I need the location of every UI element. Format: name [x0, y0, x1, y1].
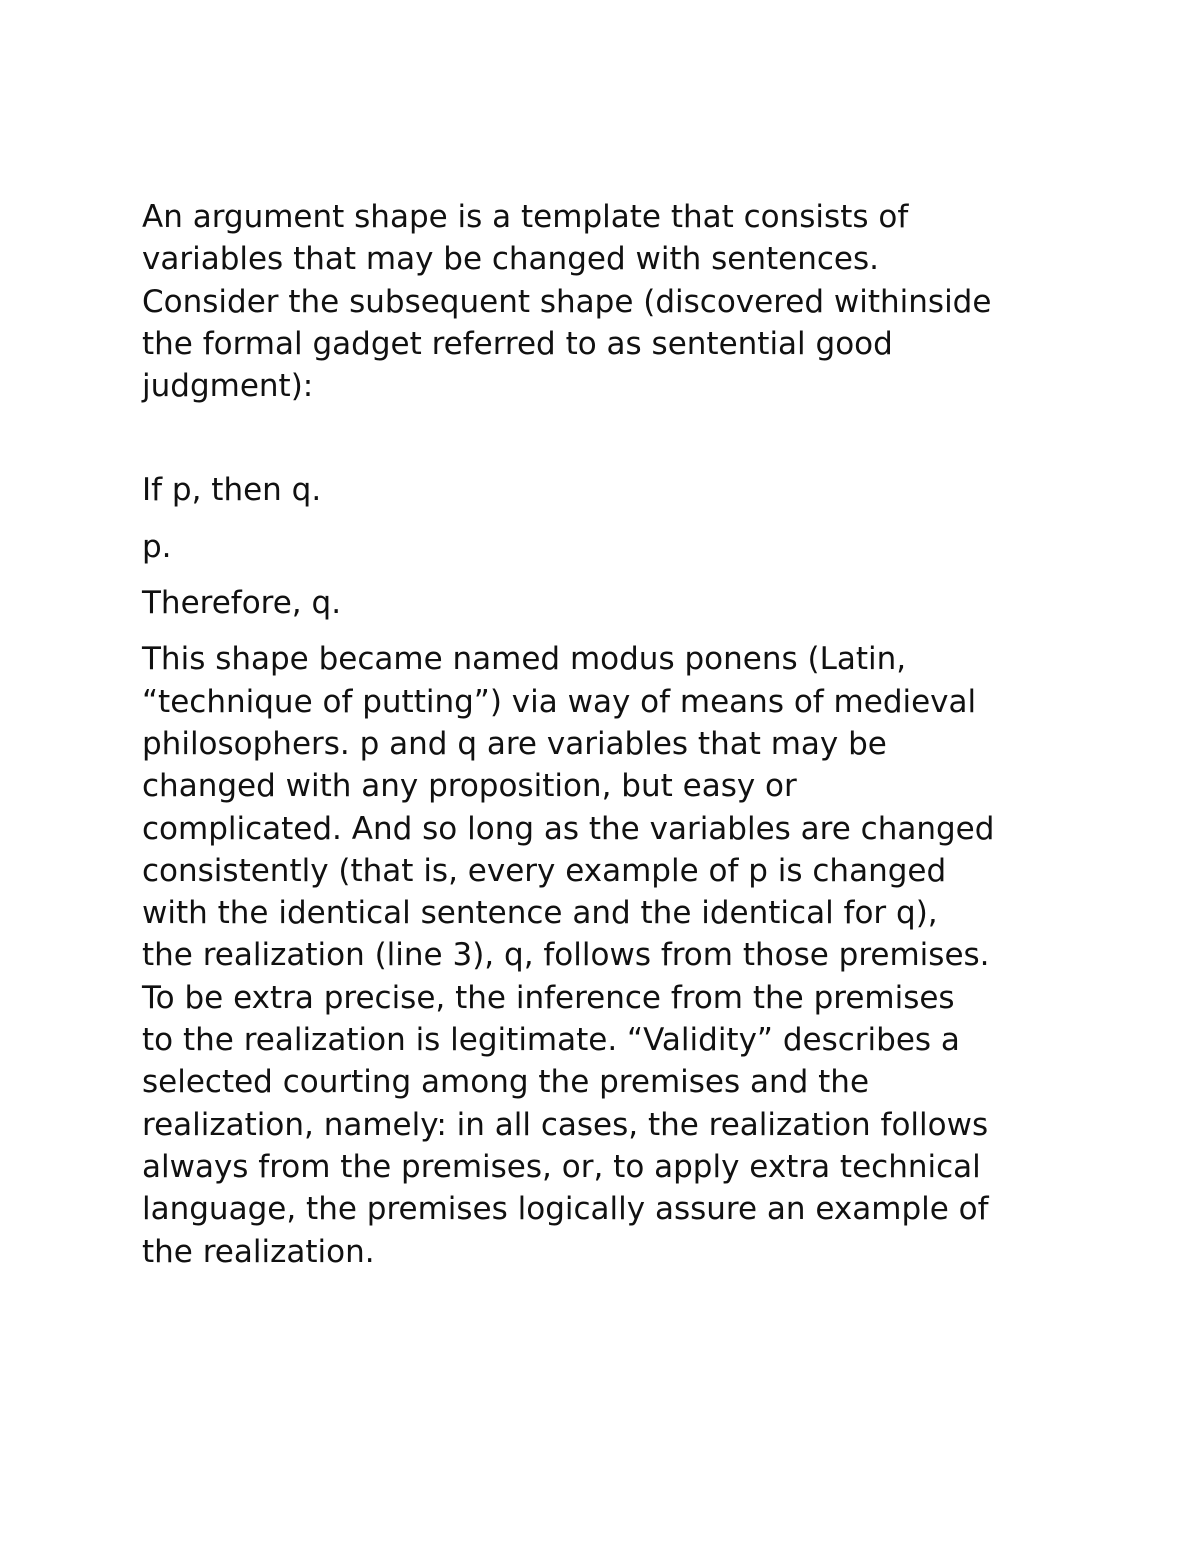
- intro-line: the formal gadget referred to as sentential good: [142, 325, 893, 362]
- body-line: with the identical sentence and the identical for q),: [142, 895, 938, 932]
- argument-form: [142, 469, 1102, 624]
- body-line: language, the premises logically assure an example of: [142, 1191, 989, 1228]
- premise-two: p.: [142, 528, 172, 565]
- body-line: realization, namely: in all cases, the realization follows: [142, 1106, 989, 1143]
- body-line: to the realization is legitimate. “Validity” describes a: [142, 1022, 960, 1059]
- conclusion: Therefore, q.: [142, 585, 342, 622]
- body-line: the realization (line 3), q, follows from those premises.: [142, 937, 990, 974]
- body-line: consistently (that is, every example of p is changed: [142, 852, 947, 889]
- body-line: This shape became named modus ponens (Latin,: [142, 641, 907, 678]
- body-line: complicated. And so long as the variables are changed: [142, 810, 995, 847]
- body-line: “technique of putting”) via way of means of medieval: [142, 683, 977, 720]
- body-line: always from the premises, or, to apply extra technical: [142, 1148, 981, 1185]
- intro-line: variables that may be changed with sentences.: [142, 241, 879, 278]
- intro-line: Consider the subsequent shape (discovered withinside: [142, 283, 992, 320]
- intro-paragraph: [142, 196, 1102, 407]
- body-line: philosophers. p and q are variables that may be: [142, 725, 887, 762]
- body-line: changed with any proposition, but easy or: [142, 768, 797, 805]
- body-line: selected courting among the premises and the: [142, 1064, 870, 1101]
- body-line: the realization.: [142, 1233, 375, 1270]
- intro-line: judgment):: [142, 368, 314, 405]
- document-body: [142, 196, 1102, 1273]
- body-line: To be extra precise, the inference from the premises: [142, 979, 955, 1016]
- intro-line: An argument shape is a template that consists of: [142, 199, 909, 235]
- premise-one: If p, then q.: [142, 472, 322, 509]
- explanation-paragraph: [142, 638, 1102, 1272]
